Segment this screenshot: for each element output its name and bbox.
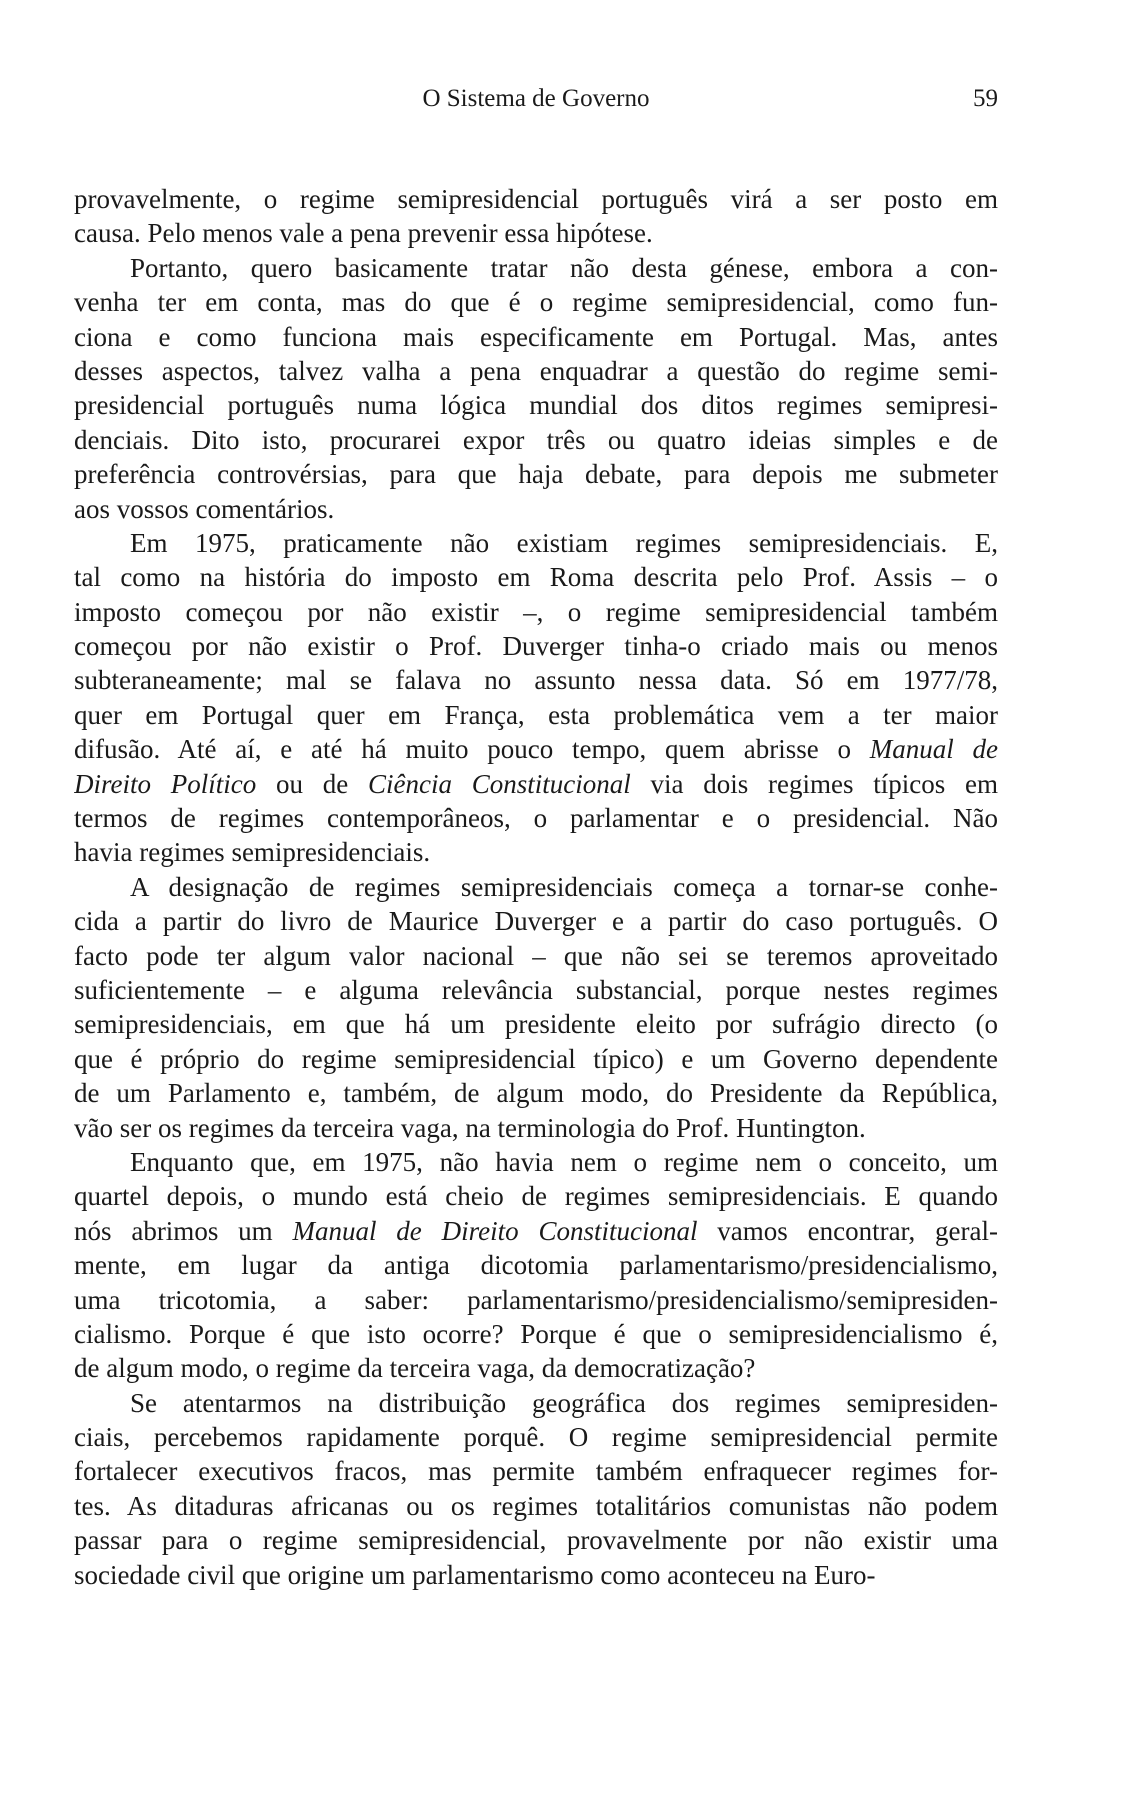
text-line	[74, 1283, 998, 1317]
text-segment: fortalecer executivos fracos, mas permite também enfraquecer regimes for-	[74, 1456, 998, 1487]
text-segment: denciais. Dito isto, procurarei expor três ou quatro ideias simples e de	[74, 424, 998, 455]
text-line	[74, 1558, 998, 1592]
body-text	[74, 182, 998, 1592]
text-line	[74, 1042, 998, 1076]
text-line	[74, 1317, 998, 1351]
text-line	[74, 767, 998, 801]
text-line	[74, 595, 998, 629]
text-segment: uma tricotomia, a saber: parlamentarismo/presidencialismo/semipresiden-	[74, 1284, 998, 1315]
text-segment: que é próprio do regime semipresidencial típico) e um Governo dependente	[74, 1043, 998, 1074]
text-segment: mente, em lugar da antiga dicotomia parlamentarismo/presidencialismo,	[74, 1250, 998, 1281]
text-segment: passar para o regime semipresidencial, provavelmente por não existir uma	[74, 1525, 998, 1556]
text-line	[74, 939, 998, 973]
paragraph	[74, 526, 998, 870]
text-segment: semipresidenciais, em que há um presidente eleito por sufrágio directo (o	[74, 1009, 998, 1040]
text-line	[74, 629, 998, 663]
text-line	[74, 492, 998, 526]
italic-title: Direito Político	[74, 768, 257, 799]
text-line	[74, 526, 998, 560]
paragraph	[74, 1145, 998, 1386]
text-segment: Enquanto que, em 1975, não havia nem o regime nem o conceito, um	[130, 1146, 998, 1177]
text-segment: subteraneamente; mal se falava no assunto nessa data. Só em 1977/78,	[74, 665, 998, 696]
page-number: 59	[973, 85, 998, 112]
text-line	[74, 801, 998, 835]
text-line	[74, 973, 998, 1007]
text-segment: Se atentarmos na distribuição geográfica dos regimes semipresiden-	[130, 1387, 998, 1418]
running-header	[74, 82, 998, 116]
text-line	[74, 354, 998, 388]
text-segment: Em 1975, praticamente não existiam regimes semipresidenciais. E,	[130, 527, 998, 558]
text-line	[74, 1076, 998, 1110]
text-line	[74, 320, 998, 354]
text-line	[74, 457, 998, 491]
text-segment: provavelmente, o regime semipresidencial português virá a ser posto em	[74, 184, 998, 214]
text-segment: quer em Portugal quer em França, esta problemática vem a ter maior	[74, 699, 998, 730]
text-segment: termos de regimes contemporâneos, o parlamentar e o presidencial. Não	[74, 803, 998, 834]
text-segment: facto pode ter algum valor nacional – que não sei se teremos aproveitado	[74, 940, 998, 971]
text-line	[74, 1351, 998, 1385]
text-segment: sociedade civil que origine um parlamentarismo como aconteceu na Euro-	[74, 1559, 876, 1590]
text-line	[74, 1489, 998, 1523]
text-segment: vão ser os regimes da terceira vaga, na terminologia do Prof. Huntington.	[74, 1112, 866, 1143]
text-line	[74, 1179, 998, 1213]
text-line	[74, 835, 998, 869]
text-segment: venha ter em conta, mas do que é o regime semipresidencial, como fun-	[74, 287, 998, 318]
text-line	[74, 251, 998, 285]
text-segment: causa. Pelo menos vale a pena prevenir essa hipótese.	[74, 218, 653, 249]
text-segment: imposto começou por não existir –, o regime semipresidencial também	[74, 596, 998, 627]
text-line	[74, 388, 998, 422]
text-line	[74, 870, 998, 904]
text-line	[74, 1111, 998, 1145]
text-segment: preferência controvérsias, para que haja debate, para depois me submeter	[74, 459, 998, 490]
text-line	[74, 182, 998, 216]
text-line	[74, 904, 998, 938]
text-line	[74, 698, 998, 732]
text-line	[74, 1248, 998, 1282]
text-segment: tes. As ditaduras africanas ou os regimes totalitários comunistas não podem	[74, 1490, 998, 1521]
text-segment: Portanto, quero basicamente tratar não desta génese, embora a con-	[130, 252, 998, 283]
text-segment: começou por não existir o Prof. Duverger tinha-o criado mais ou menos	[74, 631, 998, 662]
text-segment: difusão. Até aí, e até há muito pouco tempo, quem abrisse o	[74, 734, 870, 765]
text-line	[74, 285, 998, 319]
text-line	[74, 1523, 998, 1557]
text-segment: quartel depois, o mundo está cheio de regimes semipresidenciais. E quando	[74, 1181, 998, 1212]
text-segment: tal como na história do imposto em Roma descrita pelo Prof. Assis – o	[74, 562, 998, 593]
text-line	[74, 1007, 998, 1041]
text-segment: ou de	[256, 768, 368, 799]
italic-title: Manual de Direito Constitucional	[292, 1215, 698, 1246]
text-segment: suficientemente – e alguma relevância substancial, porque nestes regimes	[74, 974, 998, 1005]
paragraph	[74, 182, 998, 251]
text-segment: de algum modo, o regime da terceira vaga, da democratização?	[74, 1353, 756, 1384]
text-line	[74, 560, 998, 594]
text-segment: ciona e como funciona mais especificamente em Portugal. Mas, antes	[74, 321, 998, 352]
running-header-title: O Sistema de Governo	[422, 85, 650, 112]
text-line	[74, 732, 998, 766]
text-segment: vamos encontrar, geral-	[697, 1215, 998, 1246]
text-line	[74, 1214, 998, 1248]
italic-title: Manual de	[869, 734, 998, 765]
text-line	[74, 1420, 998, 1454]
text-segment: aos vossos comentários.	[74, 493, 335, 524]
paragraph	[74, 1386, 998, 1592]
text-line	[74, 423, 998, 457]
text-segment: de um Parlamento e, também, de algum modo, do Presidente da República,	[74, 1078, 998, 1109]
text-line	[74, 1145, 998, 1179]
text-segment: presidencial português numa lógica mundial dos ditos regimes semipresi-	[74, 390, 998, 421]
text-segment: havia regimes semipresidenciais.	[74, 837, 431, 868]
text-segment: ciais, percebemos rapidamente porquê. O regime semipresidencial permite	[74, 1422, 998, 1453]
paragraph	[74, 870, 998, 1145]
text-line	[74, 1386, 998, 1420]
text-segment: cida a partir do livro de Maurice Duverger e a partir do caso português. O	[74, 906, 998, 937]
text-line	[74, 1454, 998, 1488]
text-line	[74, 216, 998, 250]
italic-title: Ciência Constitucional	[368, 768, 631, 799]
text-segment: cialismo. Porque é que isto ocorre? Porque é que o semipresidencialismo é,	[74, 1318, 998, 1349]
text-line	[74, 663, 998, 697]
text-segment: desses aspectos, talvez valha a pena enquadrar a questão do regime semi-	[74, 355, 998, 386]
paragraph	[74, 251, 998, 526]
text-segment: via dois regimes típicos em	[630, 768, 998, 799]
text-segment: A designação de regimes semipresidenciais começa a tornar-se conhe-	[130, 871, 998, 902]
text-segment: nós abrimos um	[74, 1215, 293, 1246]
